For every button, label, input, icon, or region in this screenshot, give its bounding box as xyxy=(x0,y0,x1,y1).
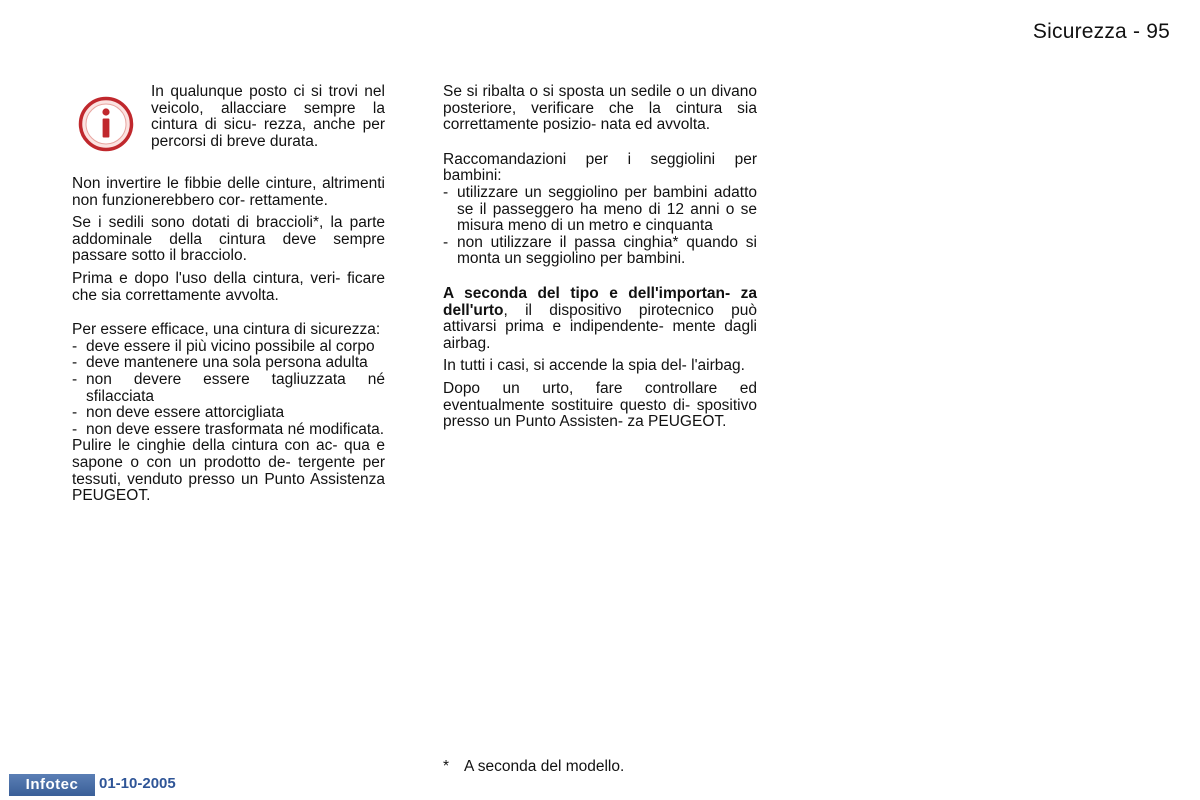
efficacy-list xyxy=(72,339,385,439)
footnote-text: A seconda del modello. xyxy=(464,758,625,775)
paragraph-seat-folding: Se si ribalta o si sposta un sedile o un divano posteriore, verificare che la cintura sia correttamente posizio- nata ed avvolta. xyxy=(443,83,757,134)
page-header xyxy=(1033,20,1170,44)
list-item: - non utilizzare il passa cinghia* quando si monta un seggiolino per bambini. xyxy=(443,235,757,268)
recommendations-intro: Raccomandazioni per i seggiolini per bambini: xyxy=(443,150,757,185)
paragraph-after-impact: Dopo un urto, fare controllare ed eventualmente sostituire questo di- spositivo presso un Punto Assisten- za PEUGEOT. xyxy=(443,379,757,431)
list-intro: Per essere efficace, una cintura di sicurezza: xyxy=(72,321,381,339)
list-item: - deve mantenere una sola persona adulta xyxy=(72,355,385,372)
paragraph-airbag-light: In tutti i casi, si accende la spia del- l'airbag. xyxy=(443,357,745,375)
list-item: - non deve essere attorcigliata xyxy=(72,405,385,422)
footer-date: 01-10-2005 xyxy=(99,775,176,792)
bold-lead: A seconda del tipo e dell'importan- za dell'urto xyxy=(443,284,757,319)
footnote-marker: * xyxy=(443,758,450,775)
paragraph-armrests: Se i sedili sono dotati di braccioli*, la parte addominale della cintura deve sempre passare sotto il bracciolo. xyxy=(72,214,385,265)
paragraph-retraction: Prima e dopo l'uso della cintura, veri- ficare che sia correttamente avvolta. xyxy=(72,269,385,304)
pyrotechnic-text: , il dispositivo pirotecnico può attivarsi prima e indipendente- mente dagli airbag. xyxy=(443,301,757,352)
paragraph-buckles: Non invertire le fibbie delle cinture, altrimenti non funzionerebbero cor- rettamente. xyxy=(72,175,385,209)
list-item: - utilizzare un seggiolino per bambini adatto se il passeggero ha meno di 12 anni o se misura meno di un metro e cinquanta xyxy=(443,185,757,235)
info-icon xyxy=(78,96,134,152)
info-notice xyxy=(72,84,385,168)
list-item: - non deve essere trasformata né modificata. xyxy=(72,422,385,439)
notice-text: In qualunque posto ci si trovi nel veicolo, allacciare sempre la cintura di sicu- rezza, anche per percorsi di breve durata. xyxy=(151,83,385,150)
infotec-logo: Infotec xyxy=(9,774,95,796)
section-title: Sicurezza xyxy=(1032,20,1127,43)
page-number: 95 xyxy=(1146,20,1170,43)
footnote xyxy=(443,758,624,776)
recommendations-list xyxy=(443,185,757,268)
left-column xyxy=(72,84,385,505)
list-item: - deve essere il più vicino possibile al corpo xyxy=(72,339,385,356)
paragraph-cleaning: Pulire le cinghie della cintura con ac- qua e sapone o con un prodotto de- tergente per tessuti, venduto presso un Punto Assistenza PEUGEOT. xyxy=(72,437,385,505)
list-item: - non devere essere tagliuzzata né sfilacciata xyxy=(72,372,385,405)
right-column xyxy=(443,84,757,431)
header-separator: - xyxy=(1132,20,1141,43)
paragraph-pyrotechnic xyxy=(443,286,757,352)
